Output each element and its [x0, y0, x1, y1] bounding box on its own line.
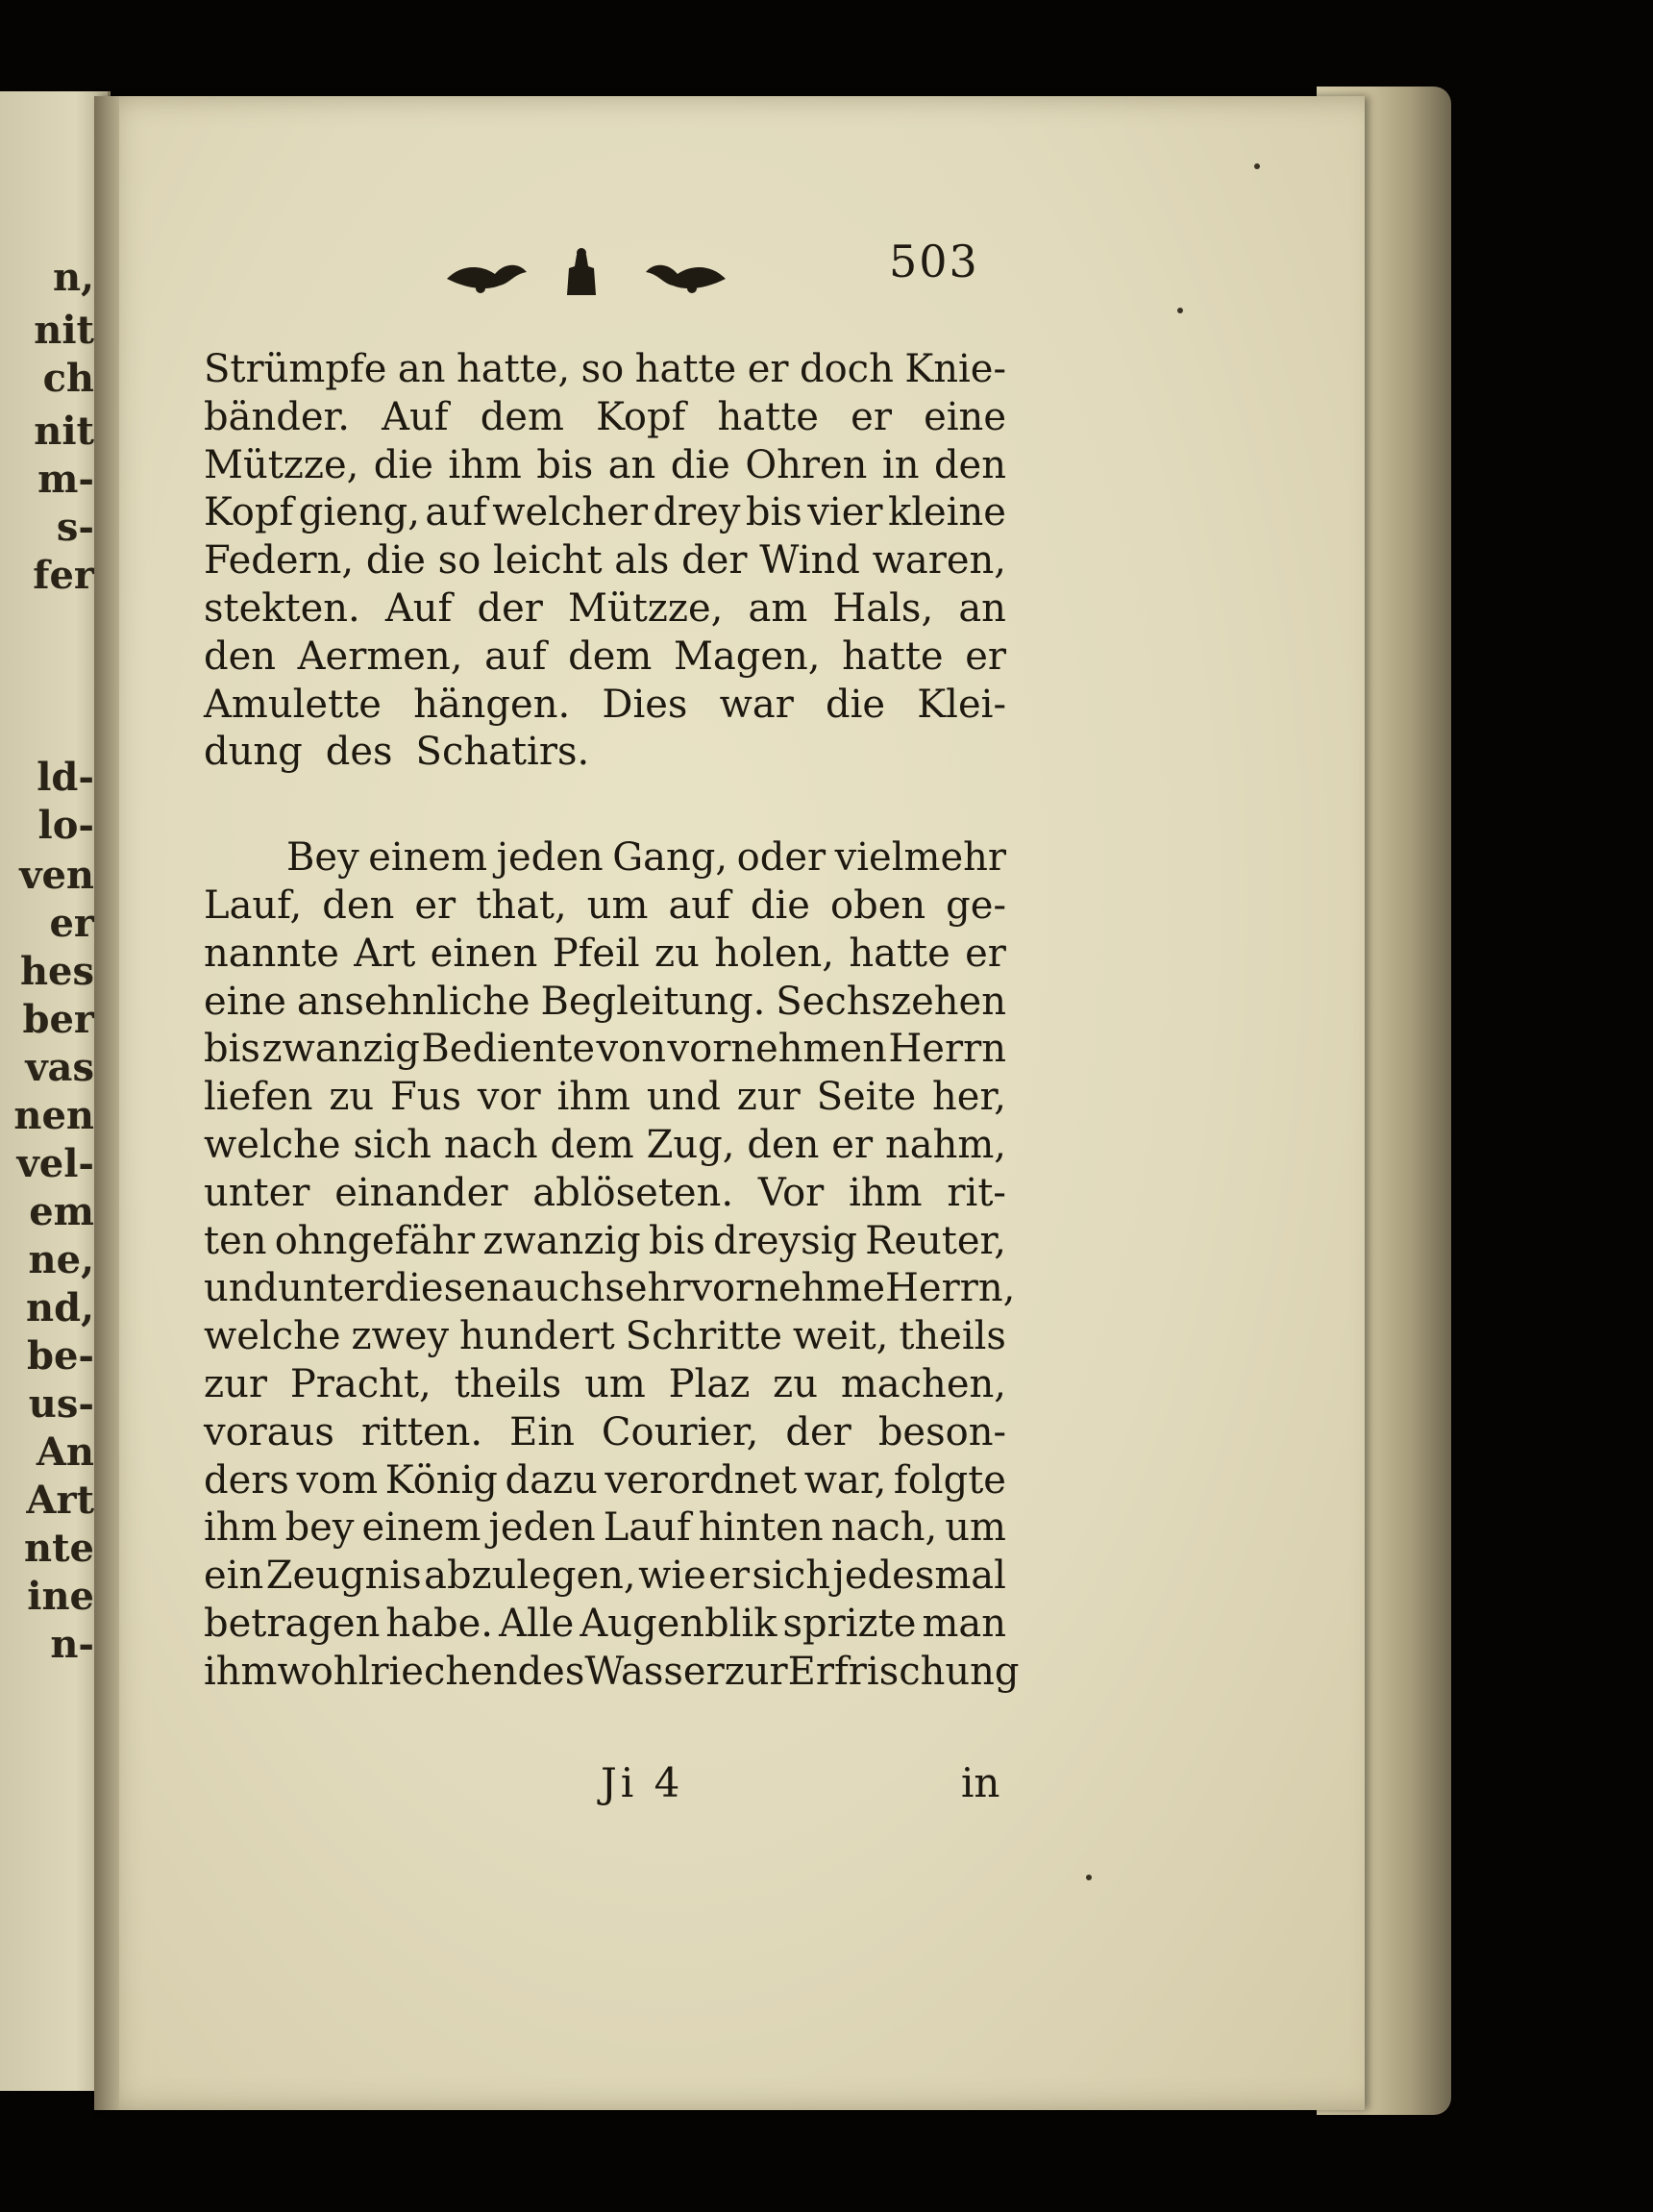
word: Mützze, — [204, 442, 359, 487]
word: jeden — [488, 1505, 596, 1551]
word: war, — [803, 1457, 887, 1503]
left-page-fragment: ine — [27, 1574, 94, 1619]
word: die — [373, 442, 433, 487]
word: war — [719, 682, 794, 727]
text-line — [204, 489, 1006, 537]
word: sehr — [604, 1266, 691, 1311]
word: zwey — [351, 1314, 450, 1359]
word: am — [748, 585, 808, 631]
left-page-fragment: em — [29, 1189, 94, 1234]
word: Herrn, — [885, 1266, 1016, 1311]
word: hatte — [842, 634, 944, 679]
left-page-fragment: be- — [26, 1333, 94, 1379]
word: zur — [736, 1075, 801, 1120]
text-line — [204, 1026, 1006, 1074]
word: leicht — [493, 538, 603, 584]
text-line — [204, 1361, 1006, 1409]
word: zu — [654, 931, 700, 976]
left-page-fragment: nit — [34, 409, 94, 454]
left-page-fragment: nen — [13, 1093, 94, 1138]
text-line — [204, 442, 1006, 490]
word: dazu — [505, 1457, 598, 1503]
left-page-fragment: ven — [19, 853, 94, 898]
word: Ohren — [745, 442, 868, 487]
word: diesen — [383, 1266, 511, 1311]
word: vornehme — [690, 1266, 886, 1311]
word: die — [365, 538, 426, 584]
word: Seite — [816, 1075, 917, 1120]
word: dem — [480, 394, 564, 439]
word: zu — [329, 1075, 375, 1120]
word: einem — [368, 835, 488, 881]
word: unter — [278, 1266, 384, 1311]
left-page-fragment: lo- — [37, 803, 94, 848]
word: hatte — [849, 931, 950, 976]
word: Knie- — [904, 347, 1006, 391]
word: ihm — [849, 1170, 923, 1215]
word: habe. — [385, 1601, 494, 1646]
word: vor — [477, 1075, 541, 1120]
paragraph-1 — [204, 346, 1006, 777]
text-line — [204, 1074, 1006, 1122]
word: den — [322, 882, 395, 928]
word: Klei- — [917, 682, 1006, 727]
word: stekten. — [204, 585, 360, 631]
left-page-fragment: er — [49, 901, 94, 946]
word: sich — [353, 1122, 432, 1167]
text-line — [204, 931, 1006, 979]
word: zwanzig — [261, 1027, 420, 1072]
left-page-fragment: n- — [50, 1622, 94, 1667]
word: Plaz — [668, 1361, 751, 1406]
word: Dies — [602, 682, 688, 727]
word: des — [325, 730, 393, 775]
word: auf — [668, 882, 730, 928]
word: jedesmal — [832, 1553, 1006, 1599]
word: weit, — [792, 1314, 889, 1359]
word: einander — [334, 1170, 508, 1215]
text-line — [204, 1504, 1006, 1553]
word: ablöseten. — [532, 1170, 734, 1215]
word: hatte — [634, 347, 737, 391]
word: Begleitung. — [540, 979, 766, 1024]
word: auch — [510, 1266, 605, 1311]
word: an — [607, 442, 656, 487]
word: Federn, — [204, 538, 355, 584]
word: hatte, — [456, 347, 571, 391]
word: bey — [284, 1505, 355, 1551]
left-page-fragment: vas — [25, 1045, 94, 1090]
word: die — [826, 682, 886, 727]
word: um — [586, 882, 649, 928]
left-page-fragment: hes — [19, 949, 94, 994]
word: Bey — [286, 835, 359, 881]
word: hinten — [698, 1505, 824, 1551]
word: man — [922, 1601, 1006, 1646]
text-line — [204, 634, 1006, 682]
paper-speck — [1086, 1875, 1092, 1880]
word: so — [437, 538, 481, 584]
paragraph-2 — [204, 834, 1020, 1696]
word: der — [785, 1409, 851, 1454]
word: zur — [204, 1361, 267, 1406]
signature-mark: Ji 4 — [601, 1759, 684, 1806]
word: um — [584, 1361, 646, 1406]
left-page-fragment: us- — [28, 1381, 94, 1427]
word: dem — [550, 1122, 634, 1167]
word: Erfrischung — [787, 1649, 1020, 1694]
word: sprizte — [782, 1601, 917, 1646]
word: Sechszehen — [776, 979, 1006, 1024]
word: König — [384, 1457, 498, 1503]
word: Fus — [390, 1075, 462, 1120]
word: er — [414, 882, 456, 928]
word: der — [477, 585, 543, 631]
word: ansehnliche — [296, 979, 530, 1024]
text-line — [204, 882, 1006, 931]
text-line — [204, 1170, 1006, 1218]
word: er — [708, 1553, 751, 1599]
word: Bediente — [421, 1027, 596, 1072]
word: waren, — [872, 538, 1006, 584]
word: dem — [568, 634, 653, 679]
word: Alle — [499, 1601, 575, 1646]
word: hundert — [458, 1314, 615, 1359]
word: Zeugnis — [265, 1553, 422, 1599]
word: Courier, — [601, 1409, 759, 1454]
word: eine — [924, 394, 1006, 439]
word: Ein — [509, 1409, 575, 1454]
word: hatte — [717, 394, 819, 439]
word: eine — [204, 979, 286, 1024]
word: auf — [484, 634, 547, 679]
left-page-fragment: fer — [33, 553, 94, 598]
text-line — [204, 1122, 1006, 1170]
word: bis — [536, 442, 594, 487]
word: so — [580, 347, 625, 391]
word: theils — [899, 1314, 1006, 1359]
word: abzulegen, — [424, 1553, 636, 1599]
word: that, — [476, 882, 567, 928]
text-line — [204, 537, 1006, 585]
text-line — [204, 1218, 1006, 1266]
word: holen, — [714, 931, 834, 976]
word: jeden — [496, 835, 604, 881]
word: Schritte — [625, 1314, 782, 1359]
paper-speck — [1177, 308, 1183, 313]
left-page-fragment: vel- — [16, 1141, 94, 1186]
word: Mützze, — [568, 585, 724, 631]
text-line — [204, 729, 1006, 777]
word: der — [681, 538, 748, 584]
word: den — [204, 634, 277, 679]
word: bänder. — [204, 394, 350, 439]
text-line — [204, 834, 1006, 882]
word: Lauf, — [204, 882, 303, 928]
paragraph-gap — [204, 777, 1006, 834]
word: er — [965, 931, 1006, 976]
word: oben — [830, 882, 926, 928]
word: Augenblik — [580, 1601, 777, 1646]
left-page-fragment: ber — [22, 997, 94, 1042]
word: ihm — [556, 1075, 630, 1120]
word: liefen — [204, 1075, 313, 1120]
left-page-fragment: Art — [26, 1478, 94, 1523]
word: rit- — [947, 1170, 1006, 1215]
word: bis — [745, 490, 802, 535]
word: welcher — [492, 490, 648, 535]
word: her, — [932, 1075, 1006, 1120]
word: Strümpfe — [204, 347, 387, 391]
word: oder — [736, 835, 826, 881]
word: vom — [296, 1457, 379, 1503]
page-gutter — [94, 96, 119, 2110]
word: Hals, — [832, 585, 934, 631]
word: die — [750, 882, 810, 928]
word: Pfeil — [552, 931, 640, 976]
text-line — [204, 1649, 1020, 1697]
word: als — [614, 538, 670, 584]
left-page-fragment: ld- — [37, 755, 94, 800]
left-page-fragment: s- — [56, 505, 94, 550]
word: folgte — [893, 1457, 1006, 1503]
text-line — [204, 682, 1006, 730]
word: Vor — [757, 1170, 825, 1215]
word: ihm — [448, 442, 522, 487]
word: Lauf — [603, 1505, 691, 1551]
text-line — [204, 1409, 1006, 1457]
paper-speck — [1254, 163, 1260, 169]
left-page-fragment: nte — [23, 1526, 94, 1571]
word: wohlriechendes — [277, 1649, 585, 1694]
left-page-fragment: n, — [52, 255, 94, 300]
word: auf — [425, 490, 487, 535]
word: Auf — [382, 394, 449, 439]
word: er — [831, 1122, 874, 1167]
word: die — [670, 442, 730, 487]
page-number: 503 — [889, 236, 979, 287]
catchword: in — [961, 1759, 1000, 1806]
text-line — [204, 346, 1006, 394]
word: Reuter, — [865, 1218, 1006, 1263]
word: vier — [807, 490, 883, 535]
word: verordnet — [604, 1457, 798, 1503]
word: welche — [204, 1122, 341, 1167]
word: dung — [204, 730, 303, 775]
text-line — [204, 1313, 1006, 1361]
text-line — [204, 1457, 1006, 1505]
word: zwanzig — [482, 1218, 641, 1263]
text-line — [204, 585, 1006, 634]
word: ders — [204, 1457, 289, 1503]
word: er — [851, 394, 892, 439]
left-page-fragment: ne, — [28, 1237, 94, 1282]
word: und — [204, 1266, 279, 1311]
header-ornament-icon — [442, 245, 730, 303]
word: Auf — [384, 585, 453, 631]
word: an — [958, 585, 1006, 631]
word: ihm — [204, 1649, 278, 1694]
word: nannte — [204, 931, 339, 976]
text-line — [204, 979, 1006, 1027]
text-line — [204, 1553, 1006, 1601]
word: ein — [204, 1553, 264, 1599]
word: gieng, — [298, 490, 420, 535]
word: er — [747, 347, 789, 391]
word: Schatirs. — [415, 730, 590, 775]
word: einen — [430, 931, 538, 976]
word: Art — [354, 931, 416, 976]
word: Amulette — [204, 682, 382, 727]
word: und — [646, 1075, 721, 1120]
word: Aermen, — [297, 634, 463, 679]
word: ge- — [946, 882, 1006, 928]
left-page-fragment: An — [36, 1429, 94, 1475]
word: kleine — [887, 490, 1006, 535]
word: Wind — [759, 538, 860, 584]
word: beson- — [877, 1409, 1006, 1454]
word: von — [596, 1027, 666, 1072]
text-line — [204, 1601, 1006, 1649]
word: Gang, — [612, 835, 728, 881]
word: voraus — [204, 1409, 334, 1454]
word: bis — [648, 1218, 705, 1263]
word: er — [965, 634, 1006, 679]
word: ten — [204, 1218, 267, 1263]
left-page-fragment: m- — [37, 457, 94, 502]
word: dreysig — [713, 1218, 858, 1263]
word: vielmehr — [834, 835, 1006, 881]
word: Zug, — [646, 1122, 735, 1167]
word: sich — [752, 1553, 830, 1599]
word: Kopf — [204, 490, 294, 535]
word: nach, — [830, 1505, 938, 1551]
word: Wasser — [584, 1649, 725, 1694]
word: welche — [204, 1314, 341, 1359]
word: drey — [653, 490, 741, 535]
left-page-fragment: nit — [34, 308, 94, 353]
word: den — [933, 442, 1006, 487]
word: nahm, — [884, 1122, 1006, 1167]
word: ritten. — [360, 1409, 483, 1454]
word: unter — [204, 1170, 310, 1215]
word: an — [397, 347, 446, 391]
word: Pracht, — [289, 1361, 432, 1406]
text-line — [204, 394, 1006, 442]
word: Kopf — [596, 394, 686, 439]
word: Magen, — [673, 634, 821, 679]
word: den — [747, 1122, 820, 1167]
word: machen, — [840, 1361, 1006, 1406]
left-page-fragment: nd, — [26, 1285, 94, 1330]
text-line — [204, 1265, 1016, 1313]
word: um — [945, 1505, 1006, 1551]
word: theils — [454, 1361, 562, 1406]
word: ohngefähr — [274, 1218, 476, 1263]
word: wie — [638, 1553, 706, 1599]
word: in — [881, 442, 920, 487]
word: zur — [724, 1649, 788, 1694]
word: hängen. — [413, 682, 571, 727]
text-block — [204, 346, 1020, 1697]
word: betragen — [204, 1601, 381, 1646]
word: zu — [773, 1361, 818, 1406]
word: einem — [361, 1505, 481, 1551]
word: vornehmen — [667, 1027, 887, 1072]
word: ihm — [204, 1505, 278, 1551]
left-page-fragment: ch — [42, 356, 94, 401]
word: nach — [443, 1122, 538, 1167]
word: doch — [799, 347, 894, 391]
word: bis — [204, 1027, 260, 1072]
word: Herrn — [888, 1027, 1006, 1072]
